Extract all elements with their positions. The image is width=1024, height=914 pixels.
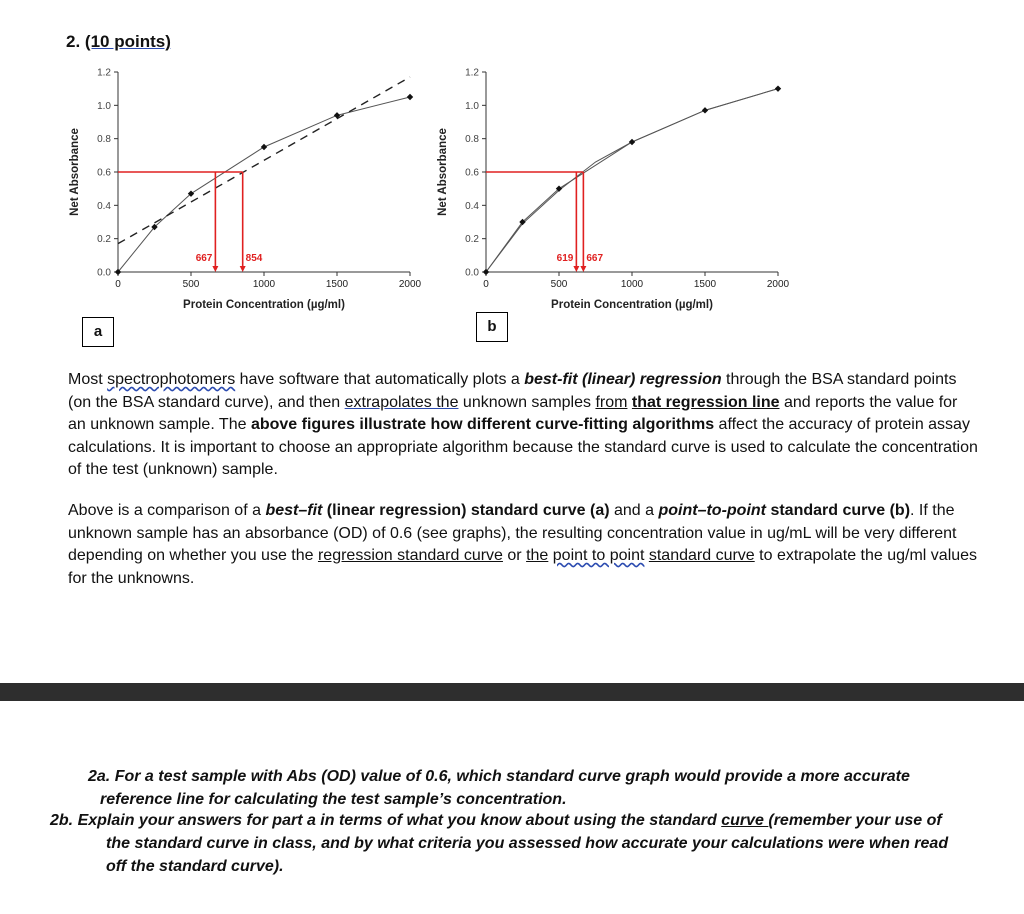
x-tick-label: 1000 (620, 279, 644, 290)
data-point (702, 107, 708, 113)
section-divider-bar (0, 683, 1024, 701)
x-tick-label: 0 (115, 279, 121, 290)
y-tick-label: 1.2 (465, 67, 479, 79)
y-axis-label: Net Absorbance (437, 128, 449, 216)
series-line-1 (118, 77, 410, 244)
y-tick-label: 0.4 (97, 200, 111, 212)
y-tick-label: 0.6 (97, 167, 111, 179)
y-tick-label: 0.0 (97, 267, 111, 279)
question-2b (50, 809, 990, 878)
question-number: 2. (66, 32, 81, 51)
data-point (629, 139, 635, 145)
annotation-label: 667 (195, 253, 213, 264)
x-tick-label: 1500 (325, 279, 349, 290)
question-2b-line1: 2b. Explain your answers for part a in terms of what you know about using the standard curve (remember your use of (50, 812, 942, 829)
paragraph-comparison: Above is a comparison of a best–fit (linear regression) standard curve (a) and a point–to-point standard curve (b). If the unknown sample has an absorbance (OD) of 0.6 (see graphs), the resulting concentration value in ug/mL will be very different depending on whether you use the regression standard curve or the point to point standard curve to extrapolate the ug/ml values for the unknowns. (68, 502, 978, 587)
chart-a-label: a (82, 317, 114, 347)
x-tick-label: 1000 (252, 279, 276, 290)
x-axis-label: Protein Concentration (µg/ml) (183, 299, 345, 311)
question-points: (10 points) (84, 32, 171, 51)
x-axis-label: Protein Concentration (µg/ml) (551, 299, 713, 311)
chart-b-label: b (476, 312, 508, 342)
spectrophotomers-word: spectrophotomers (107, 371, 236, 388)
annotation-label: 854 (245, 253, 263, 264)
from-word: from (595, 393, 628, 411)
y-tick-label: 0.8 (97, 134, 111, 146)
extrapolates-phrase: extrapolates the (344, 393, 459, 411)
point-to-point-term: point–to-point (658, 502, 766, 519)
question-2b-line3: off the standard curve). (106, 858, 284, 875)
question-2b-line2: the standard curve in class, and by what criteria you assessed how accurate your calculations were when read (106, 835, 949, 852)
annotation-label: 667 (586, 253, 604, 264)
curve-word: curve (721, 812, 769, 829)
annotation-label: 619 (556, 253, 574, 264)
regression-curve-phrase: regression standard curve (317, 547, 503, 564)
drop-arrow (573, 266, 579, 272)
figures-emphasis: above figures illustrate how different curve-fitting algorithms (250, 416, 715, 433)
the-word: the (526, 547, 549, 564)
chart-a-linear-regression (64, 56, 434, 326)
point-to-point-phrase: point to point (552, 547, 645, 564)
question-heading (66, 32, 171, 52)
y-tick-label: 0.4 (465, 200, 479, 212)
drop-arrow (240, 266, 246, 272)
data-point (407, 94, 413, 100)
y-tick-label: 0.8 (465, 134, 479, 146)
y-tick-label: 1.0 (97, 100, 111, 112)
y-tick-label: 0.2 (97, 234, 111, 246)
y-tick-label: 1.0 (465, 100, 479, 112)
question-2a-line2: reference line for calculating the test sample’s concentration. (100, 791, 567, 808)
x-tick-label: 500 (182, 279, 200, 290)
y-tick-label: 1.2 (97, 67, 111, 79)
y-tick-label: 0.0 (465, 267, 479, 279)
drop-arrow (212, 266, 218, 272)
x-tick-label: 1500 (693, 279, 717, 290)
y-axis-label: Net Absorbance (69, 128, 81, 216)
best-fit-term-2: best–fit (265, 502, 323, 519)
data-point (775, 85, 781, 91)
x-tick-label: 0 (483, 279, 489, 290)
series-line-0 (118, 97, 410, 272)
x-tick-label: 2000 (398, 279, 422, 290)
y-tick-label: 0.2 (465, 234, 479, 246)
series-line-1 (486, 89, 778, 272)
x-tick-label: 500 (550, 279, 568, 290)
regression-line-phrase: that regression line (631, 393, 780, 411)
paragraph-intro: Most spectrophotomers have software that automatically plots a best-fit (linear) regression through the BSA standard points (on the BSA standard curve), and then extrapolates the unknown samples from that regression line and reports the value for an unknown sample. The above figures illustrate how different curve-fitting algorithms affect the accuracy of protein assay calculations. It is important to choose an appropriate algorithm because the standard curve is used to calculate the concentration of the test (unknown) sample. (68, 371, 978, 478)
standard-curve-b-label: standard curve (b) (766, 502, 911, 519)
drop-arrow (580, 266, 586, 272)
x-tick-label: 2000 (766, 279, 790, 290)
chart-b-point-to-point (432, 56, 802, 326)
standard-curve-phrase: standard curve (648, 547, 755, 564)
best-fit-term: best-fit (linear) regression (524, 371, 722, 388)
question-2a (88, 765, 968, 811)
y-tick-label: 0.6 (465, 167, 479, 179)
question-2a-line1: 2a. For a test sample with Abs (OD) value of 0.6, which standard curve graph would provide a more accurate (88, 768, 910, 785)
series-line-0 (486, 89, 778, 272)
data-point (261, 144, 267, 150)
linear-regression-label: (linear regression) standard curve (a) (322, 502, 610, 519)
